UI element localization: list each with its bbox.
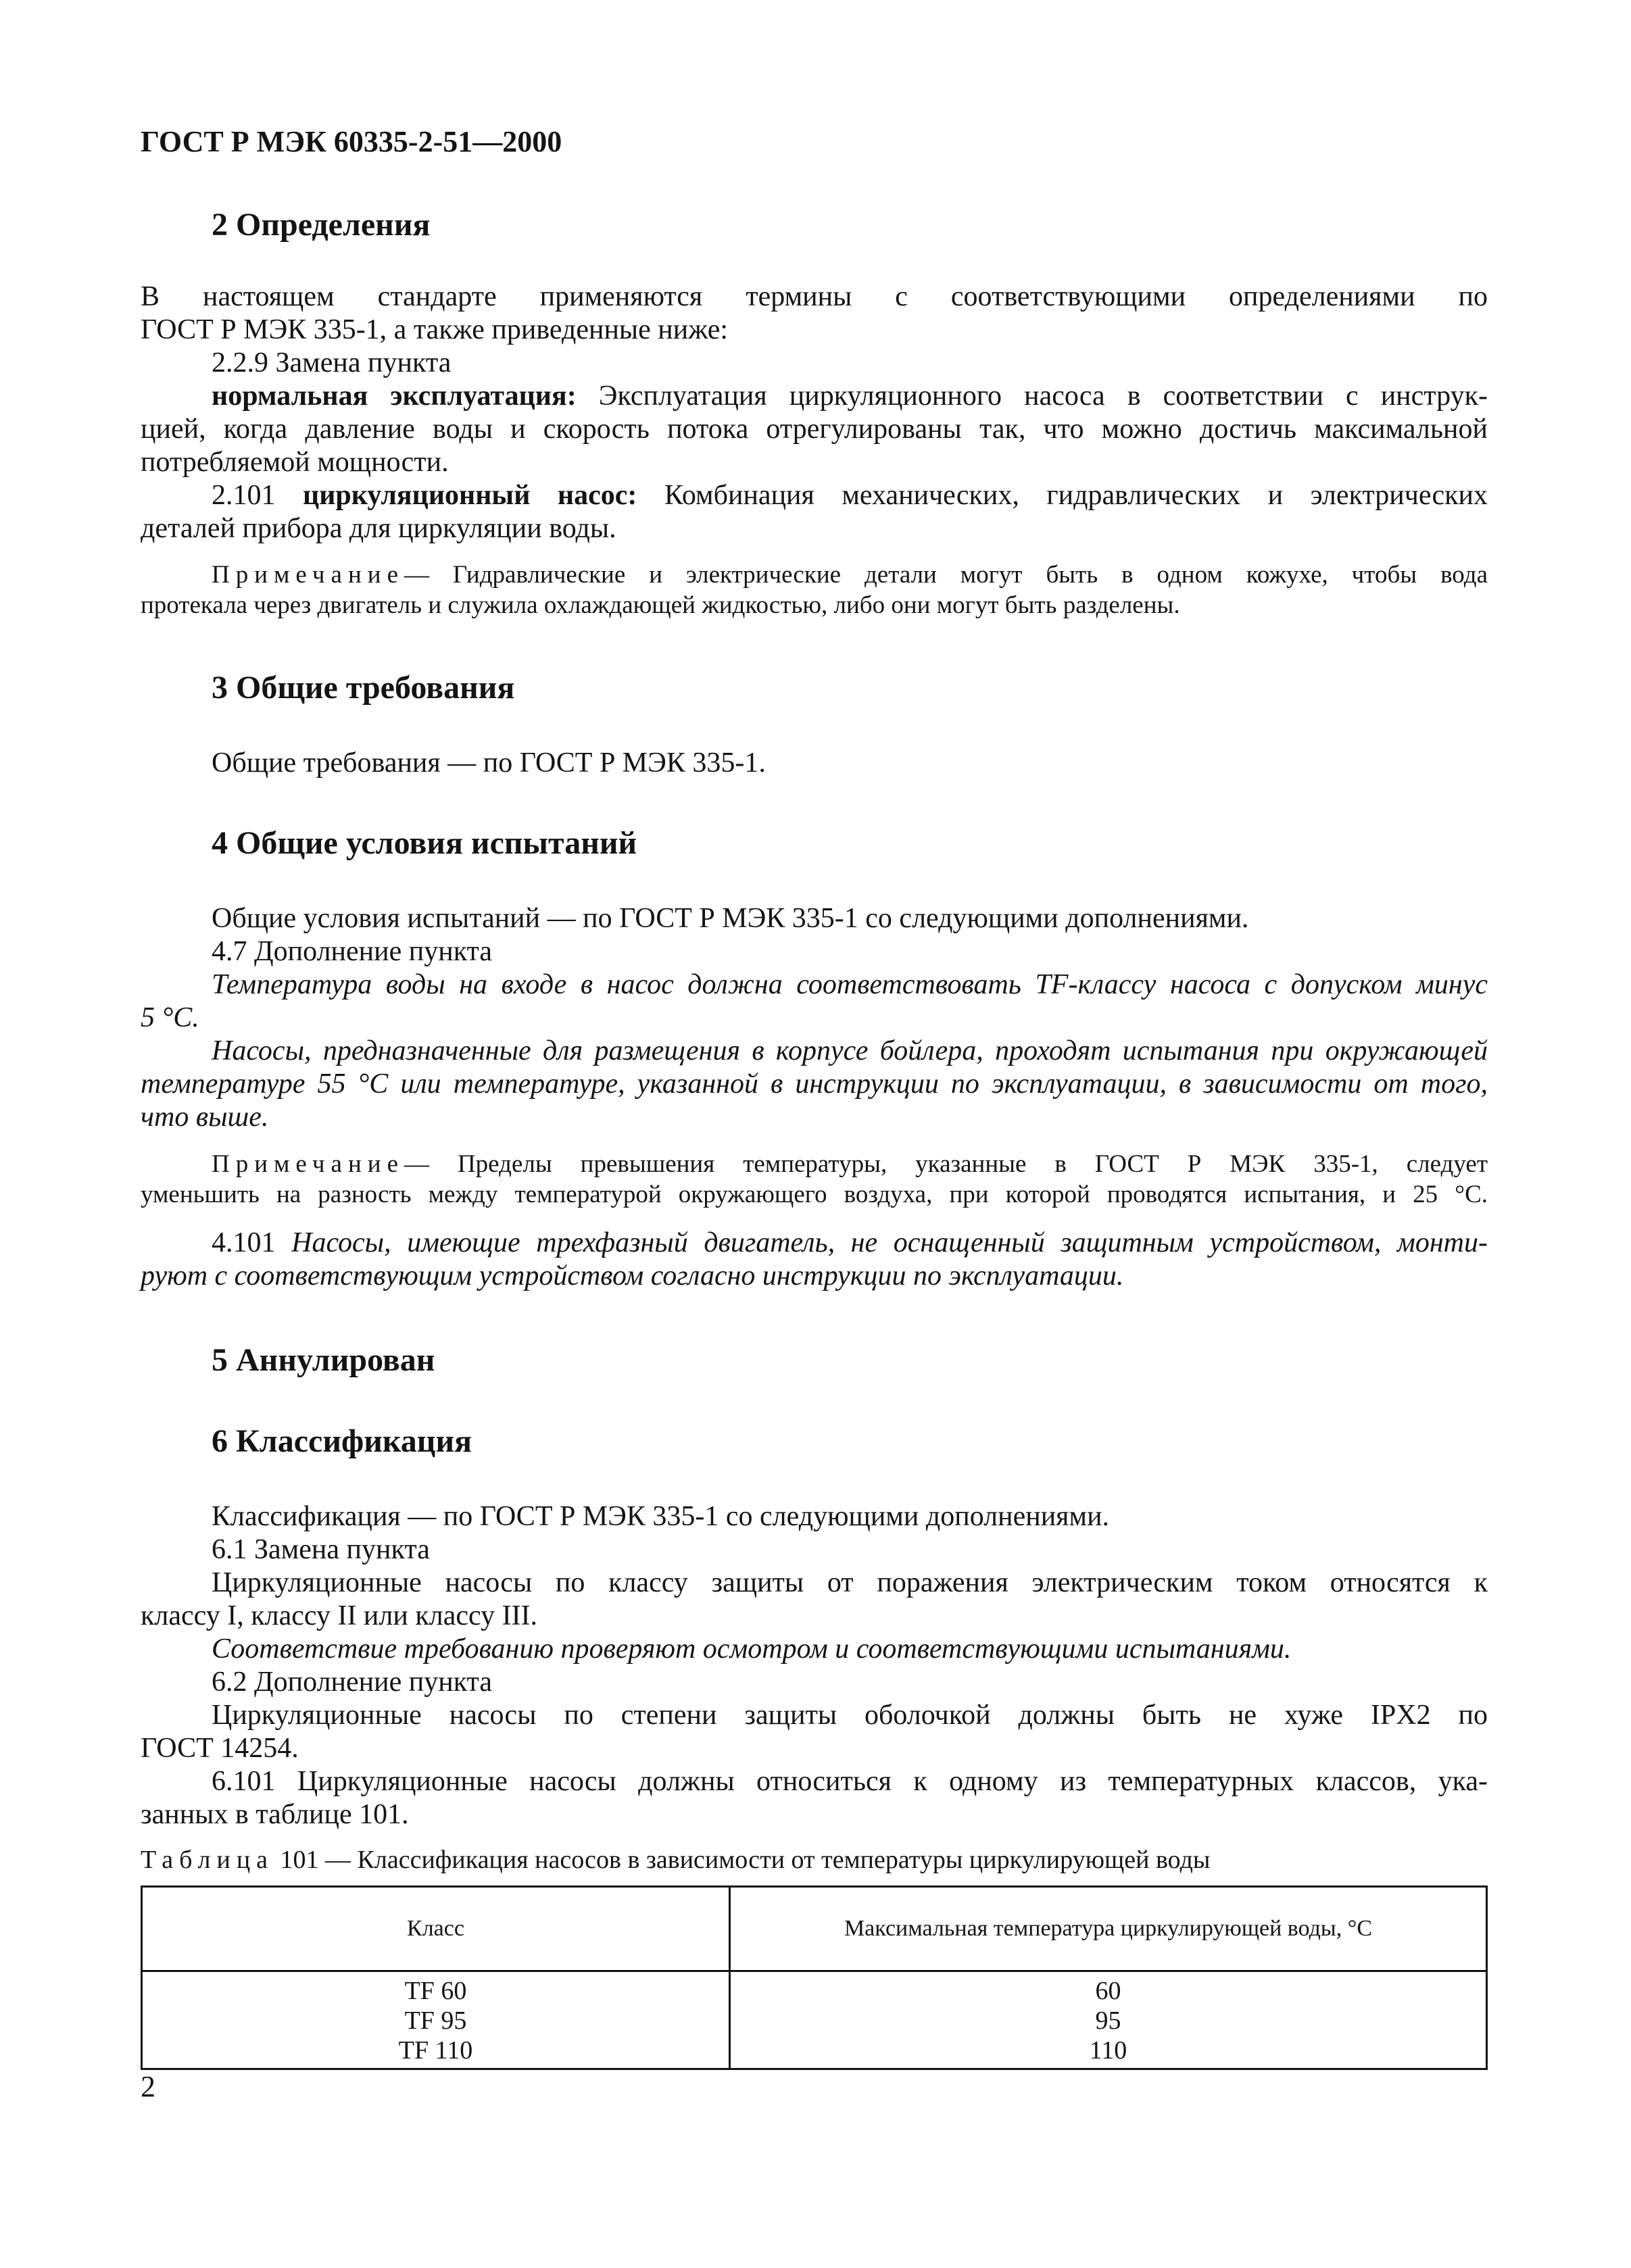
s4-italic-3-line-1: Насосы, имеющие трехфазный двигатель, не оснащенный защитным устройством, монти- bbox=[291, 1227, 1488, 1258]
s6-2-line-2: ГОСТ 14254. bbox=[141, 1733, 299, 1764]
s6-2-line-1: Циркуляционные насосы по степени защиты оболочкой должны быть не хуже IPX2 по bbox=[212, 1700, 1488, 1731]
term-normal-operation-def: Эксплуатация циркуляционного насоса в соответствии с инструк- bbox=[598, 380, 1488, 412]
s4-note-text: — Пределы превышения температуры, указанные в ГОСТ Р МЭК 335-1, следует bbox=[404, 1150, 1488, 1178]
class-value: TF 60 bbox=[404, 1977, 467, 2005]
table-row bbox=[142, 1971, 1487, 2069]
col-header-max-temp: Максимальная температура циркулирующей воды, °С bbox=[730, 1887, 1487, 1971]
term1-def-line-2: цией, когда давление воды и скорость потока отрегулированы так, что можно достичь максимальной bbox=[141, 414, 1488, 445]
document-header: ГОСТ Р МЭК 60335-2-51—2000 bbox=[141, 125, 562, 158]
table-caption bbox=[141, 1845, 1210, 1875]
s4-italic-1-line-2: 5 °С. bbox=[141, 1002, 199, 1033]
s2-intro-line-2: ГОСТ Р МЭК 335-1, а также приведенные ниже: bbox=[141, 314, 729, 345]
section-2-title: 2 Определения bbox=[212, 207, 431, 243]
class-value: TF 95 bbox=[404, 2006, 467, 2035]
clause-4-7: 4.7 Дополнение пункта bbox=[212, 936, 493, 967]
s4-italic-2-line-2: температуре 55 °С или температуре, указанной в инструкции по эксплуатации, в зависимости от того, bbox=[141, 1068, 1488, 1100]
table-caption-text: 101 — Классификация насосов в зависимости от температуры циркулирующей воды bbox=[280, 1846, 1211, 1874]
s3-text: Общие требования — по ГОСТ Р МЭК 335-1. bbox=[212, 747, 766, 779]
temp-value: 110 bbox=[1089, 2036, 1127, 2065]
col-header-class: Класс bbox=[142, 1887, 730, 1971]
section-6-title: 6 Классификация bbox=[212, 1423, 472, 1459]
s4-note-line-1 bbox=[212, 1149, 1488, 1179]
clause-4-101: 4.101 bbox=[212, 1227, 276, 1258]
s2-note-line-2: протекала через двигатель и служила охлаждающей жидкостью, либо они могут быть разделены. bbox=[141, 591, 1180, 619]
temp-cell bbox=[730, 1971, 1487, 2069]
term-normal-operation-line bbox=[212, 380, 1488, 412]
temp-value: 95 bbox=[1095, 2006, 1121, 2035]
s2-note-line-1 bbox=[212, 560, 1488, 590]
term-normal-operation: нормальная эксплуатация: bbox=[212, 380, 577, 412]
clause-2-101: 2.101 bbox=[212, 480, 276, 511]
s4-note-line-2: уменьшить на разность между температурой окружающего воздуха, при которой проводятся испытания, и 25 °С. bbox=[141, 1181, 1488, 1208]
s6-101-line-1: 6.101 Циркуляционные насосы должны относиться к одному из температурных классов, ука- bbox=[212, 1766, 1488, 1797]
term-circulation-pump-line bbox=[212, 479, 1488, 512]
section-4-title: 4 Общие условия испытаний bbox=[212, 825, 637, 861]
clause-6-2: 6.2 Дополнение пункта bbox=[212, 1667, 493, 1698]
clause-2-2-9: 2.2.9 Замена пункта bbox=[212, 347, 452, 378]
s2-intro-line-1: В настоящем стандарте применяются термины с соответствующими определениями по bbox=[141, 281, 1488, 312]
s6-intro: Классификация — по ГОСТ Р МЭК 335-1 со следующими дополнениями. bbox=[212, 1501, 1110, 1532]
term1-def-line-3: потребляемой мощности. bbox=[141, 447, 449, 478]
s4-italic-3-line-2: руют с соответствующим устройством согласно инструкции по эксплуатации. bbox=[141, 1260, 1124, 1291]
term-circulation-pump: циркуляционный насос: bbox=[303, 480, 637, 511]
section-3-title: 3 Общие требования bbox=[212, 670, 515, 706]
clause-4-101-line bbox=[212, 1227, 1488, 1259]
s4-intro: Общие условия испытаний — по ГОСТ Р МЭК 335-1 со следующими дополнениями. bbox=[212, 903, 1249, 934]
s6-1-line-2: классу I, классу II или классу III. bbox=[141, 1600, 538, 1631]
section-5-title: 5 Аннулирован bbox=[212, 1342, 435, 1378]
note-label: Примечание bbox=[212, 1150, 404, 1178]
s4-italic-2-line-1: Насосы, предназначенные для размещения в корпусе бойлера, проходят испытания при окружающей bbox=[212, 1035, 1488, 1066]
temp-value: 60 bbox=[1095, 1977, 1121, 2005]
table-caption-label: Таблица bbox=[141, 1846, 274, 1874]
class-value: TF 110 bbox=[398, 2036, 473, 2065]
note-label: Примечание bbox=[212, 561, 404, 589]
s6-1-line-1: Циркуляционные насосы по классу защиты от поражения электрическим током относятся к bbox=[212, 1567, 1488, 1598]
class-cell bbox=[142, 1971, 730, 2069]
term2-def-line-2: деталей прибора для циркуляции воды. bbox=[141, 513, 616, 544]
clause-6-1: 6.1 Замена пункта bbox=[212, 1534, 430, 1565]
s6-1-italic: Соответствие требованию проверяют осмотром и соответствующими испытаниями. bbox=[212, 1633, 1292, 1665]
term-circulation-pump-def: Комбинация механических, гидравлических и электрических bbox=[664, 480, 1488, 511]
s2-note-text: — Гидравлические и электрические детали могут быть в одном кожухе, чтобы вода bbox=[404, 561, 1488, 589]
s4-italic-2-line-3: что выше. bbox=[141, 1102, 269, 1133]
classification-table bbox=[141, 1885, 1488, 2070]
page-number: 2 bbox=[141, 2070, 155, 2103]
s6-101-line-2: занных в таблице 101. bbox=[141, 1799, 409, 1830]
s4-italic-1-line-1: Температура воды на входе в насос должна соответствовать TF-классу насоса с допуском минус bbox=[212, 969, 1488, 1000]
table-header-row bbox=[142, 1887, 1487, 1971]
